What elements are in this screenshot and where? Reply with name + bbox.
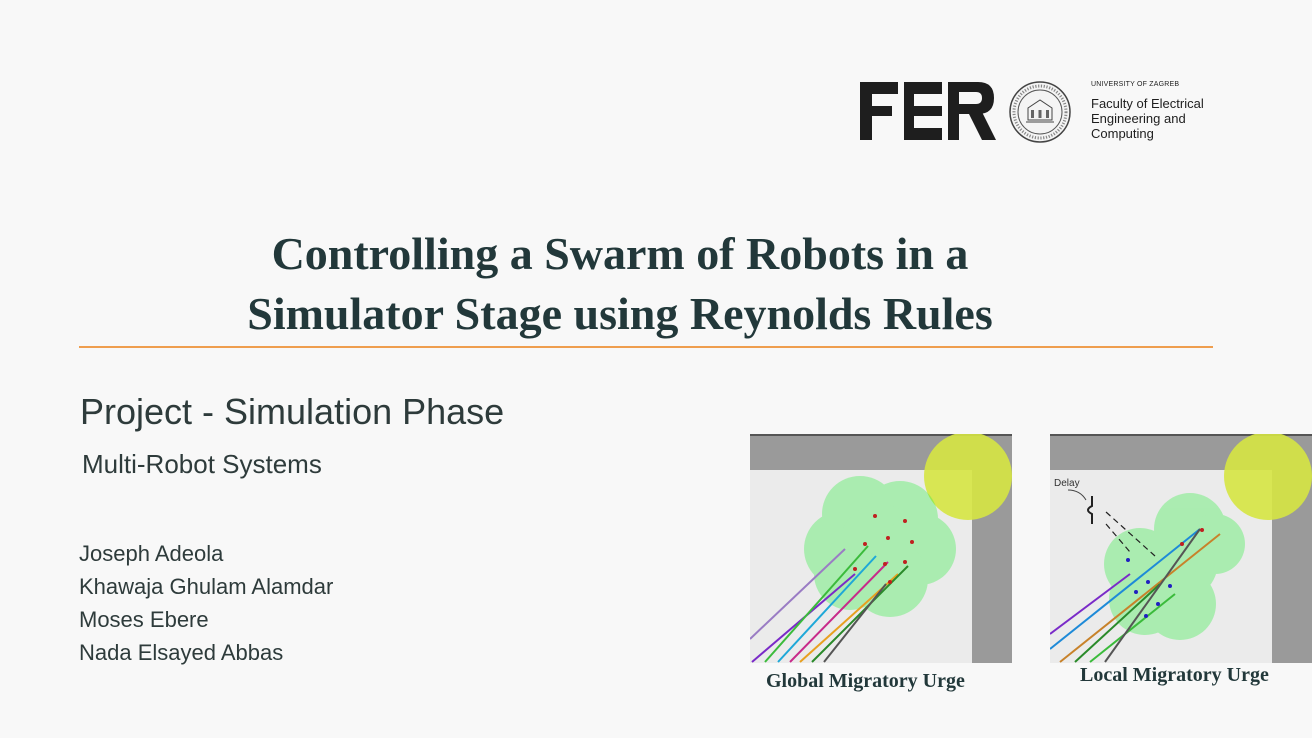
project-subtitle: Project - Simulation Phase <box>80 391 505 432</box>
course-name: Multi-Robot Systems <box>82 449 322 479</box>
global-migratory-figure <box>750 434 1012 663</box>
author-item: Khawaja Ghulam Alamdar <box>79 574 334 599</box>
local-migratory-figure <box>1050 434 1312 663</box>
faculty-line-3: Computing <box>1091 126 1154 141</box>
university-seal-icon <box>1008 80 1072 144</box>
slide-title <box>120 224 1120 344</box>
author-item: Nada Elsayed Abbas <box>79 640 284 665</box>
author-item: Moses Ebere <box>79 607 209 632</box>
local-figure-caption: Local Migratory Urge <box>1080 664 1269 686</box>
university-label: UNIVERSITY OF ZAGREB <box>1091 81 1180 88</box>
faculty-line-1: Faculty of Electrical <box>1091 96 1204 111</box>
author-list <box>79 537 333 669</box>
title-line-2: Simulator Stage using Reynolds Rules <box>247 288 993 339</box>
global-figure-caption: Global Migratory Urge <box>766 670 965 692</box>
fer-logo <box>860 82 996 140</box>
delay-label: Delay <box>1054 478 1080 489</box>
author-item: Joseph Adeola <box>79 541 224 566</box>
faculty-line-2: Engineering and <box>1091 111 1186 126</box>
title-divider <box>79 346 1213 348</box>
title-line-1: Controlling a Swarm of Robots in a <box>271 228 969 279</box>
faculty-name <box>1091 96 1251 141</box>
